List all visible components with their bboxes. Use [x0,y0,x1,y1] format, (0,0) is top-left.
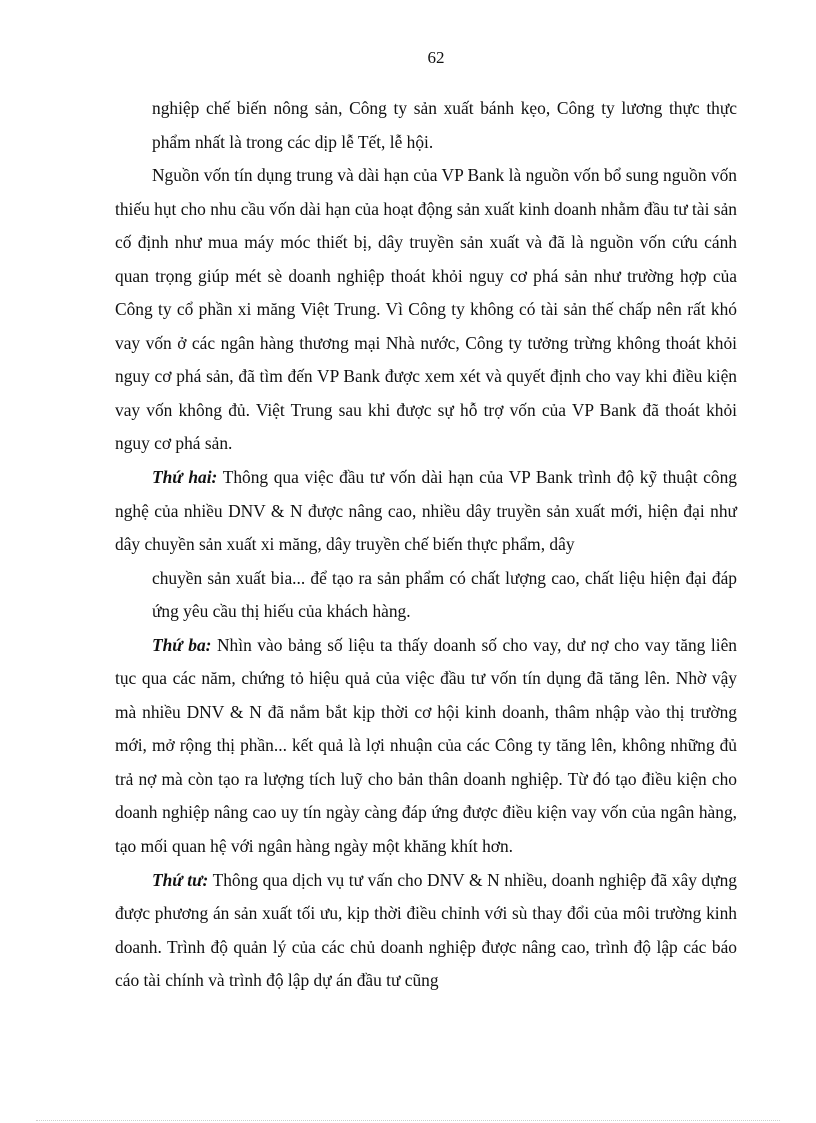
paragraph-text: nghiệp chế biến nông sản, Công ty sản xuất bánh kẹo, Công ty lương thực thực phẩm nhất là trong các dịp lễ Tết, lễ hội. [152,98,737,152]
paragraph-third [115,629,737,864]
paragraph-lead: Thứ ba: [152,634,212,655]
paragraph-text: Thông qua dịch vụ tư vấn cho DNV & N nhiều, doanh nghiệp đã xây dựng được phương án sản xuất tối ưu, kịp thời điều chỉnh với sù thay đổi của môi trường kinh doanh. Trình độ quản lý của các chủ doanh nghiệp được nâng cao, trình độ lập các báo cáo tài chính và trình độ lập dự án đầu tư cũng [115,869,737,991]
paragraph-text: chuyền sản xuất bia... để tạo ra sản phẩm có chất lượng cao, chất liệu hiện đại đáp ứng yêu cầu thị hiếu của khách hàng. [152,567,737,622]
paragraph-text: Thông qua việc đầu tư vốn dài hạn của VP Bank trình độ kỹ thuật công nghệ của nhiều DNV & N được nâng cao, nhiều dây truyền sản xuất mới, hiện đại như dây chuyền sản xuất xi măng, dây truyền chế biến thực phẩm, dây [115,467,737,555]
paragraph-text: Nguồn vốn tín dụng trung và dài hạn của VP Bank là nguồn vốn bổ sung nguồn vốn thiếu hụt cho nhu cầu vốn dài hạn của hoạt động sản xuất kinh doanh nhằm đầu tư tài sản cố định như mua máy móc thiết bị, dây truyền sản xuất và đã là nguồn vốn cứu cánh quan trọng giúp mét sè doanh nghiệp thoát khỏi nguy cơ phá sản như trường hợp của Công ty cổ phần xi măng Việt Trung. Vì Công ty không có tài sản thế chấp nên rất khó vay vốn ở các ngân hàng thương mại Nhà nước, Công ty tưởng trừng không thoát khỏi nguy cơ phá sản, đã tìm đến VP Bank được xem xét và quyết định cho vay khi điều kiện vay vốn không đủ. Việt Trung sau khi được sự hỗ trợ vốn của VP Bank đã thoát khỏi nguy cơ phá sản. [115,165,737,454]
paragraph-second-continued [115,562,737,629]
page-bottom-divider [36,1120,780,1121]
paragraph-second [115,461,737,562]
paragraph-fourth [115,864,737,998]
document-body [115,92,737,998]
page-number: 62 [427,48,445,67]
paragraph-funding [115,159,737,461]
paragraph-continuation [115,92,737,159]
paragraph-lead: Thứ hai: [152,467,218,488]
paragraph-lead: Thứ tư: [152,869,209,890]
paragraph-text: Nhìn vào bảng số liệu ta thấy doanh số cho vay, dư nợ cho vay tăng liên tục qua các năm, chứng tỏ hiệu quả của việc đầu tư vốn tín dụng đã tăng lên. Nhờ vậy mà nhiều DNV & N đã nắm bắt kịp thời cơ hội kinh doanh, thâm nhập vào thị trường mới, mở rộng thị phần... kết quả là lợi nhuận của các Công ty tăng lên, không những đủ trả nợ mà còn tạo ra lượng tích luỹ cho bản thân doanh nghiệp. Từ đó tạo điều kiện cho doanh nghiệp nâng cao uy tín ngày càng đáp ứng được điều kiện vay vốn của ngân hàng, tạo mối quan hệ với ngân hàng ngày một khăng khít hơn. [115,634,737,857]
